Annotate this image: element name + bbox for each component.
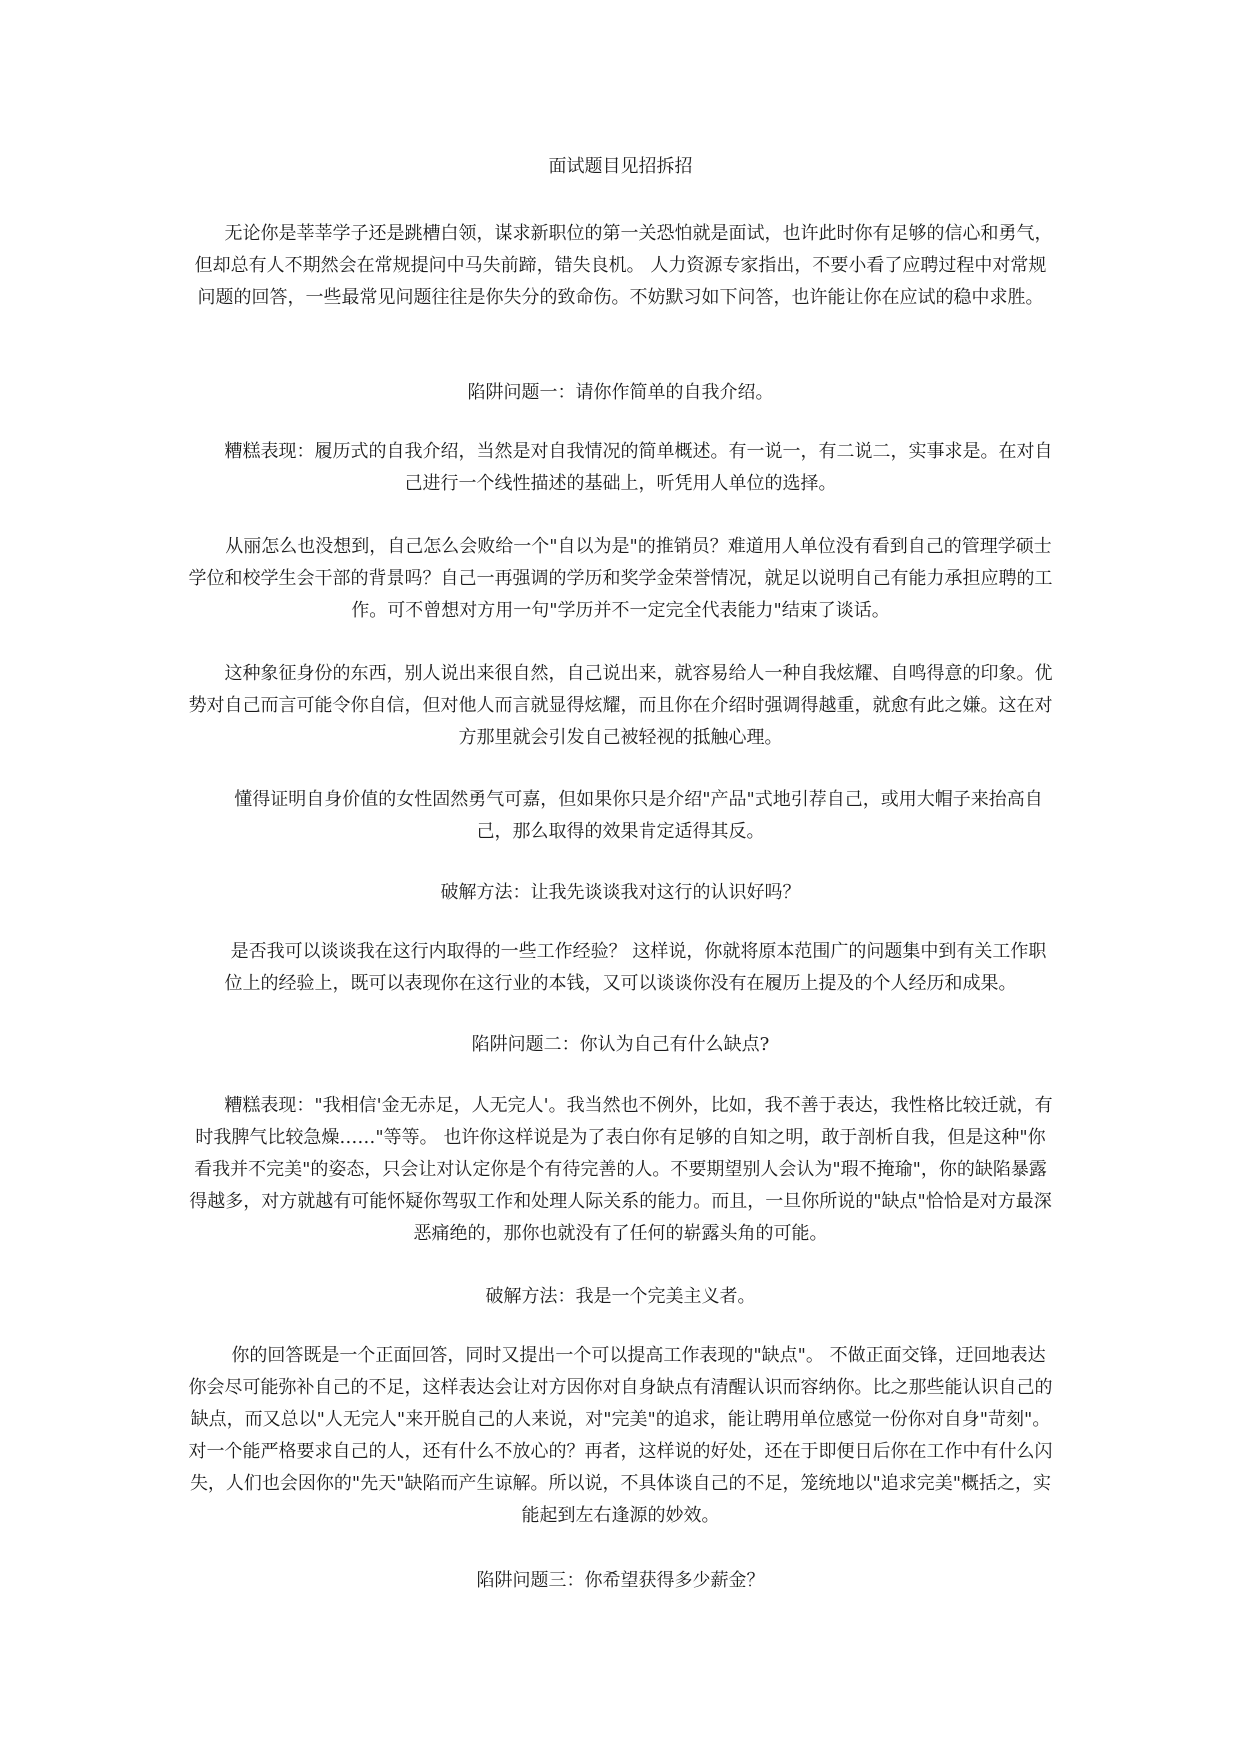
trap-1-bad-answer-paragraph: 糟糕表现：履历式的自我介绍，当然是对自我情况的简单概述。有一说一，有二说二，实事求是。在对自己进行一个线性描述的基础上，听凭用人单位的选择。 (224, 441, 1053, 494)
solution-1-paragraph: 是否我可以谈谈我在这行内取得的一些工作经验？ 这样说，你就将原本范围广的问题集中到有关工作职位上的经验上，既可以表现你在这行业的本钱，又可以谈谈你没有在履历上提及的个人经历和成果。 (224, 941, 1047, 994)
trap-2-bad-answer-paragraph: 糟糕表现："我相信'金无赤足，人无完人'。我当然也不例外，比如，我不善于表达，我性格比较迁就，有时我脾气比较急燥……"等等。 也许你这样说是为了表白你有足够的自知之明，敢于剖析自我，但是这种"你看我并不完美"的姿态，只会让对认定你是个有待完善的人。不要期望别人会认为"瑕不掩瑜"，你的缺陷暴露得越多，对方就越有可能怀疑你驾驭工作和处理人际关系的能力。而且，一旦你所说的"缺点"恰恰是对方最深恶痛绝的，那你也就没有了任何的崭露头角的可能。 (189, 1095, 1053, 1244)
document-title: 面试题目见招拆招 (548, 156, 693, 177)
section-heading-trap-1: 陷阱问题一：请你作简单的自我介绍。 (467, 382, 774, 403)
trap-1-conclusion-paragraph: 懂得证明自身价值的女性固然勇气可嘉，但如果你只是介绍"产品"式地引荐自己，或用大帽子来抬高自己，那么取得的效果肯定适得其反。 (234, 789, 1043, 842)
section-heading-trap-3: 陷阱问题三：你希望获得多少薪金？ (476, 1570, 765, 1591)
trap-1-story-paragraph: 从丽怎么也没想到，自己怎么会败给一个"自以为是"的推销员？难道用人单位没有看到自己的管理学硕士学位和校学生会干部的背景吗？自己一再强调的学历和奖学金荣誉情况，就足以说明自己有能力承担应聘的工作。可不曾想对方用一句"学历并不一定完全代表能力"结束了谈话。 (188, 536, 1053, 621)
section-heading-trap-2: 陷阱问题二：你认为自己有什么缺点? (471, 1034, 770, 1055)
section-heading-solution-1: 破解方法：让我先谈谈我对这行的认识好吗？ (440, 882, 801, 903)
intro-paragraph: 无论你是莘莘学子还是跳槽白领，谋求新职位的第一关恐怕就是面试，也许此时你有足够的信心和勇气，但却总有人不期然会在常规提问中马失前蹄，错失良机。 人力资源专家指出，不要小看了应聘过程中对常规问题的回答，一些最常见问题往往是你失分的致命伤。不妨默习如下问答，也许能让你在应试的稳中求胜。 (194, 223, 1053, 308)
section-heading-solution-2: 破解方法：我是一个完美主义者。 (485, 1286, 756, 1307)
trap-1-analysis-paragraph: 这种象征身份的东西，别人说出来很自然，自己说出来，就容易给人一种自我炫耀、自鸣得意的印象。优势对自己而言可能令你自信，但对他人而言就显得炫耀，而且你在介绍时强调得越重，就愈有此之嫌。这在对方那里就会引发自己被轻视的抵触心理。 (188, 663, 1053, 748)
solution-2-paragraph: 你的回答既是一个正面回答，同时又提出一个可以提高工作表现的"缺点"。 不做正面交锋，迂回地表达你会尽可能弥补自己的不足，这样表达会让对方因你对自身缺点有清醒认识而容纳你。比之那些能认识自己的缺点，而又总以"人无完人"来开脱自己的人来说，对"完美"的追求，能让聘用单位感觉一份你对自身"苛刻"。对一个能严格要求自己的人，还有什么不放心的？再者，这样说的好处，还在于即便日后你在工作中有什么闪失，人们也会因你的"先天"缺陷而产生谅解。所以说，不具体谈自己的不足，笼统地以"追求完美"概括之，实能起到左右逢源的妙效。 (188, 1345, 1053, 1526)
